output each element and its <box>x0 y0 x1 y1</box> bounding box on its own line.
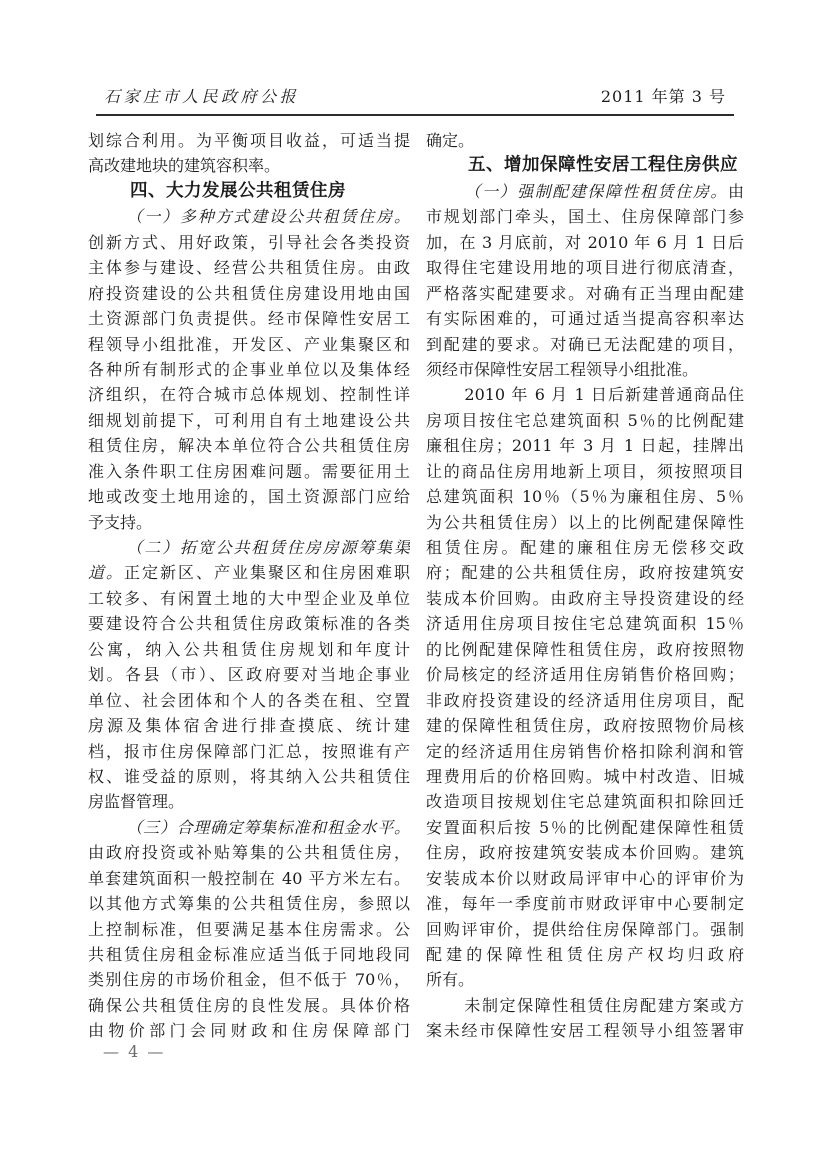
text-line: 划。各县（市）、区政府要对当地企事业 <box>88 665 410 685</box>
text-line: 准入条件职工住房困难问题。需要征用土 <box>88 461 410 481</box>
text-line: 准，每年一季度前市财政评审中心要制定 <box>426 894 744 914</box>
text-line: 须经市保障性安居工程领导小组批准。 <box>426 359 699 379</box>
text-line: 权、谁受益的原则，将其纳入公共租赁住 <box>88 766 410 786</box>
text-segment: 道。 <box>88 563 124 583</box>
document-body <box>88 128 744 1044</box>
text-line: 总建筑面积 10％（5％为廉租住房、5％ <box>426 487 744 507</box>
text-line: 市规划部门牵头，国土、住房保障部门参 <box>426 207 744 227</box>
text-line: 创新方式、用好政策，引导社会各类投资 <box>88 232 410 252</box>
text-line: 的比例配建保障性租赁住房，政府按照物 <box>426 639 744 659</box>
text-line: 加，在 3 月底前，对 2010 年 6 月 1 日后 <box>426 232 744 252</box>
page-header <box>96 84 734 116</box>
text-line: 非政府投资建设的经济适用住房项目，配 <box>426 690 744 710</box>
text-line: 取得住宅建设用地的项目进行彻底清查， <box>426 258 744 278</box>
text-segment: （一）强制配建保障性租赁住房。 <box>464 181 728 201</box>
text-line: 安置面积后按 5％的比例配建保障性租赁 <box>426 817 744 837</box>
publication-title: 石家庄市人民政府公报 <box>104 87 300 106</box>
text-line: 类别住房的市场价租金，但不低于 70％， <box>88 970 410 990</box>
left-column <box>88 128 410 1044</box>
text-line: 公寓，纳入公共租赁住房规划和年度计 <box>88 639 410 659</box>
text-line <box>88 560 410 585</box>
text-line: 上控制标准，但要满足基本住房需求。公 <box>88 919 410 939</box>
text-line: 济组织，在符合城市总体规划、控制性详 <box>88 385 410 405</box>
text-line: 安装成本价以财政局评审中心的评审价为 <box>426 868 744 888</box>
text-line: 有实际困难的，可通过适当提高容积率达 <box>426 309 744 329</box>
text-line: 未制定保障性租赁住房配建方案或方 <box>464 995 744 1015</box>
text-line: （一）多种方式建设公共租赁住房。 <box>126 207 410 227</box>
text-line: 回购评审价，提供给住房保障部门。强制 <box>426 919 744 939</box>
text-line: 工较多、有闲置土地的大中型企业及单位 <box>88 588 410 608</box>
text-line: 高改建地块的建筑容积率。 <box>88 156 281 176</box>
text-line: 要建设符合公共租赁住房政策标准的各类 <box>88 614 410 634</box>
text-line: 单位、社会团体和个人的各类在租、空置 <box>88 690 410 710</box>
text-line: 为公共租赁住房）以上的比例配建保障性 <box>426 512 744 532</box>
text-line: 划综合利用。为平衡项目收益，可适当提 <box>88 131 410 150</box>
text-line: 确保公共租赁住房的良性发展。具体价格 <box>88 995 410 1015</box>
text-line: 各种所有制形式的企事业单位以及集体经 <box>88 359 410 379</box>
text-line: 济适用住房项目按住宅总建筑面积 15％ <box>426 614 744 634</box>
text-segment: 由 <box>727 181 744 201</box>
text-line: 以其他方式筹集的公共租赁住房，参照以 <box>88 894 410 914</box>
text-line: 房监督管理。 <box>88 792 185 812</box>
text-line: 主体参与建设、经营公共租赁住房。由政 <box>88 258 410 278</box>
right-column <box>426 128 744 1044</box>
text-line: 住房，政府按建筑安装成本价回购。建筑 <box>426 843 744 863</box>
text-line: 四、大力发展公共租赁住房 <box>130 180 346 201</box>
page-number: — 4 — <box>103 1042 166 1061</box>
text-line: 单套建筑面积一般控制在 40 平方米左右。 <box>88 868 410 888</box>
text-line <box>426 179 744 204</box>
text-line: 2010 年 6 月 1 日后新建普通商品住 <box>464 385 744 405</box>
text-line: 予支持。 <box>88 512 153 532</box>
text-line: 由物价部门会同财政和住房保障部门 <box>88 1021 410 1041</box>
text-line: 五、增加保障性安居工程住房供应 <box>468 155 738 176</box>
text-line: 确定。 <box>426 131 475 150</box>
text-line: 严格落实配建要求。对确有正当理由配建 <box>426 283 744 303</box>
text-line: 让的商品住房用地新上项目，须按照项目 <box>426 461 744 481</box>
text-line: 价局核定的经济适用住房销售价格回购； <box>426 665 744 685</box>
text-line: 租赁住房。配建的廉租住房无偿移交政 <box>426 538 744 557</box>
issue-number: 2011 年第 3 号 <box>600 87 726 106</box>
text-line: 由政府投资或补贴筹集的公共租赁住房， <box>88 843 410 863</box>
text-line: 地或改变土地用途的，国土资源部门应给 <box>88 487 410 507</box>
text-line: 土资源部门负责提供。经市保障性安居工 <box>88 309 410 329</box>
text-line: 所有。 <box>426 970 475 990</box>
text-line: 廉租住房；2011 年 3 月 1 日起，挂牌出 <box>426 436 744 456</box>
text-line: 府；配建的公共租赁住房，政府按建筑安 <box>426 563 744 583</box>
text-line: 档，报市住房保障部门汇总，按照谁有产 <box>88 741 410 761</box>
text-line: 租赁住房，解决本单位符合公共租赁住房 <box>88 436 410 456</box>
text-line: 定的经济适用住房销售价格扣除利润和管 <box>426 741 744 761</box>
text-line: 建的保障性租赁住房，政府按照物价局核 <box>426 716 744 736</box>
text-line: 到配建的要求。对确已无法配建的项目， <box>426 334 744 354</box>
text-line: 装成本价回购。由政府主导投资建设的经 <box>426 588 744 608</box>
text-line: 府投资建设的公共租赁住房建设用地由国 <box>88 283 410 303</box>
text-line: 案未经市保障性安居工程领导小组签署审 <box>426 1021 744 1041</box>
text-line: 改造项目按规划住宅总建筑面积扣除回迁 <box>426 792 744 812</box>
text-line: 共租赁住房租金标准应适当低于同地段同 <box>88 945 410 964</box>
text-line: 程领导小组批准，开发区、产业集聚区和 <box>88 334 410 354</box>
text-line: （三）合理确定筹集标准和租金水平。 <box>126 817 410 837</box>
text-line: 细规划前提下，可利用自有土地建设公共 <box>88 410 410 430</box>
text-line: （二）拓宽公共租赁住房房源筹集渠 <box>126 538 410 557</box>
text-line: 配建的保障性租赁住房产权均归政府 <box>426 945 744 964</box>
text-line: 房项目按住宅总建筑面积 5％的比例配建 <box>426 410 744 430</box>
text-segment: 正定新区、产业集聚区和住房困难职 <box>124 563 410 583</box>
text-line: 房源及集体宿舍进行排查摸底、统计建 <box>88 716 410 736</box>
text-line: 理费用后的价格回购。城中村改造、旧城 <box>426 766 744 786</box>
